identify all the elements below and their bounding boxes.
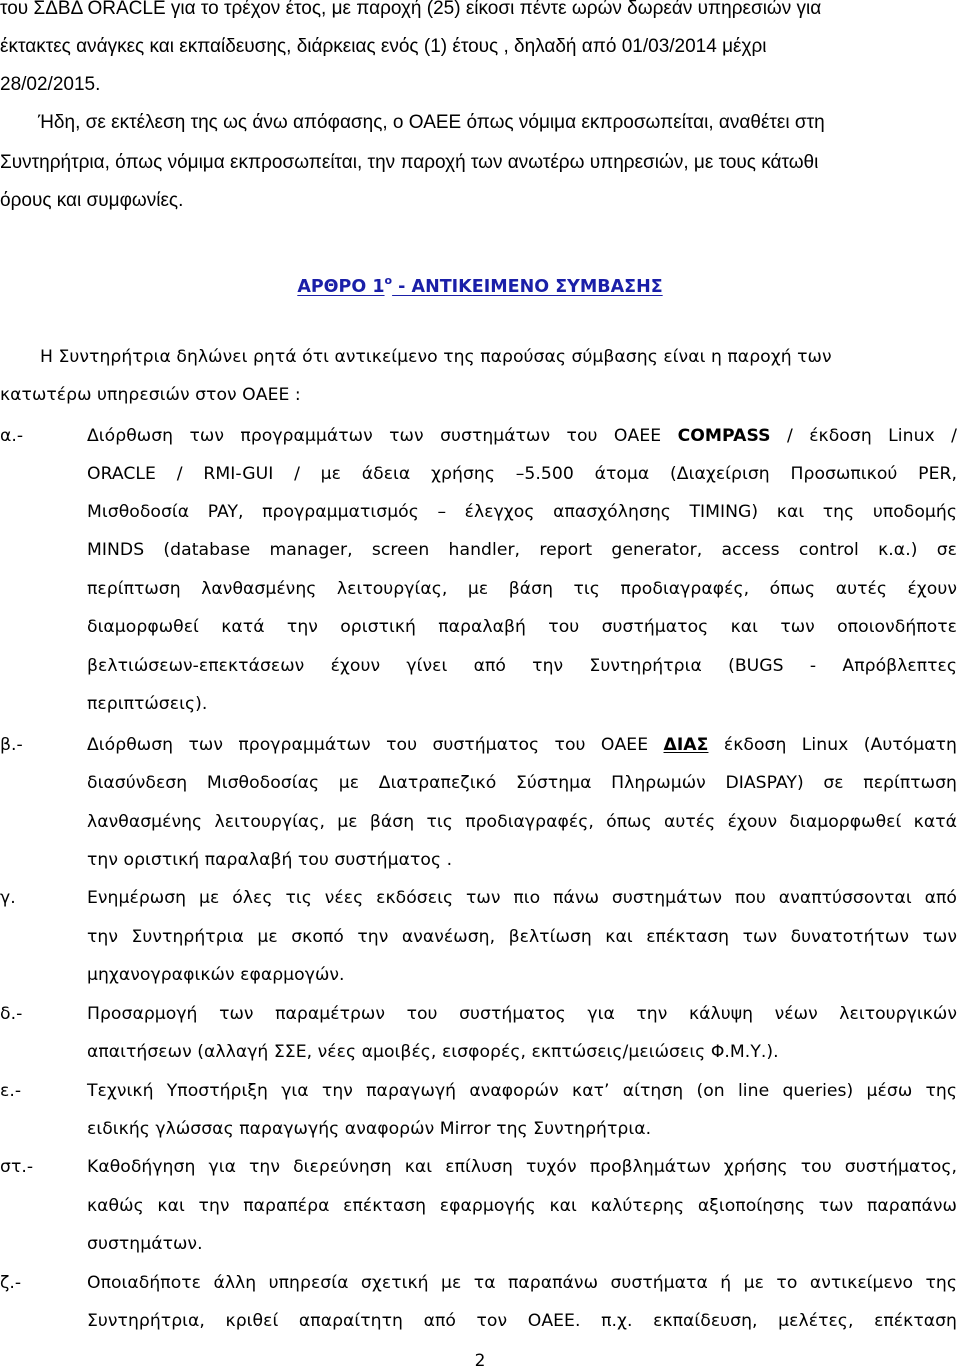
article-heading	[0, 268, 960, 300]
item-st-line-2: καθώς και την παραπέρα επέκταση εφαρμογής και καλύτερης αξιοποίησης των παραπάνω	[87, 1196, 957, 1216]
intro-line-1: του ΣΔΒΔ ORACLE για το τρέχον έτος, με παροχή (25) είκοσι πέντε ωρών δωρεάν υπηρεσιών για	[0, 0, 822, 19]
item-b-text: Διόρθωση των προγραμμάτων του συστήματος του ΟΑΕΕ	[87, 735, 664, 755]
intro-line-4: Ήδη, σε εκτέλεση της ως άνω απόφασης, ο ΟΑΕΕ όπως νόμιμα εκπροσωπείται, αναθέτει στη	[38, 112, 825, 133]
item-a-line-1	[87, 423, 957, 449]
heading-prefix: ΑΡΘΡΟ 1	[297, 277, 385, 297]
item-d-line-1: Προσαρμογή των παραμέτρων του συστήματος για την κάλυψη νέων λειτουργικών	[87, 1004, 957, 1024]
item-z-line-2: Συντηρήτρια, κριθεί απαραίτητη από τον ΟΑΕΕ. π.χ. εκπαίδευση, μελέτες, επέκταση	[87, 1311, 957, 1331]
compass-name: COMPASS	[677, 426, 771, 446]
page-number: 2	[474, 1351, 486, 1371]
statement-line-2: κατωτέρω υπηρεσιών στον ΟΑΕΕ :	[0, 385, 301, 405]
item-a-text: Διόρθωση των προγραμμάτων των συστημάτων του ΟΑΕΕ	[87, 426, 678, 446]
item-b-line-2: διασύνδεση Μισθοδοσίας με Διατραπεζικό Σύστημα Πληρωμών DIASPAY) σε περίπτωση	[87, 773, 957, 793]
item-d-label: δ.-	[0, 1004, 23, 1024]
item-st-line-1: Καθοδήγηση για την διερεύνηση και επίλυση τυχόν προβλημάτων χρήσης του συστήματος,	[87, 1157, 957, 1177]
item-a-line-6: διαμορφωθεί κατά την οριστική παραλαβή του συστήματος και των οποιονδήποτε	[87, 617, 957, 637]
item-b-label: β.-	[0, 735, 23, 755]
item-c-line-2: την Συντηρήτρια με σκοπό την ανανέωση, βελτίωση και επέκταση των δυνατοτήτων των	[87, 927, 957, 947]
item-c-line-3: μηχανογραφικών εφαρμογών.	[87, 965, 345, 985]
item-c-label: γ.	[0, 888, 16, 908]
statement-line-1: Η Συντηρήτρια δηλώνει ρητά ότι αντικείμενο της παρούσας σύμβασης είναι η παροχή των	[40, 347, 832, 367]
item-a-label: α.-	[0, 426, 24, 446]
item-e-line-2: ειδικής γλώσσας παραγωγής αναφορών Mirror της Συντηρήτρια.	[87, 1119, 652, 1139]
item-b-line-4: την οριστική παραλαβή του συστήματος .	[87, 850, 453, 870]
item-a-line-4: MINDS (database manager, screen handler, report generator, access control κ.α.) σε	[87, 540, 957, 560]
item-c-line-1: Ενημέρωση με όλες τις νέες εκδόσεις των πιο πάνω συστημάτων που αναπτύσσονται από	[87, 888, 957, 908]
item-b-line-3: λανθασμένης λειτουργίας, με βάση τις προδιαγραφές, όπως αυτές έχουν διαμορφωθεί κατά	[87, 812, 957, 832]
item-z-line-1: Οποιαδήποτε άλλη υπηρεσία σχετική με τα παραπάνω συστήματα ή με το αντικείμενο της	[87, 1273, 957, 1293]
item-a-line-2: ORACLE / RMI-GUI / με άδεια χρήσης –5.500 άτομα (Διαχείριση Προσωπικού PER,	[87, 464, 957, 484]
item-e-line-1: Τεχνική Υποστήριξη για την παραγωγή αναφορών κατ’ αίτηση (on line queries) μέσω της	[87, 1081, 957, 1101]
item-e-label: ε.-	[0, 1081, 22, 1101]
heading-superscript: ο	[384, 274, 393, 287]
intro-line-3: 28/02/2015.	[0, 74, 101, 95]
heading-suffix: - ΑΝΤΙΚΕΙΜΕΝΟ ΣΥΜΒΑΣΗΣ	[392, 277, 663, 297]
item-st-line-3: συστημάτων.	[87, 1234, 203, 1254]
item-a-line-5: περίπτωση λανθασμένης λειτουργίας, με βάση τις προδιαγραφές, όπως αυτές έχουν	[87, 579, 957, 599]
item-a-line-8: περιπτώσεις).	[87, 694, 208, 714]
dias-name: ΔΙΑΣ	[663, 735, 709, 755]
item-a-line-7: βελτιώσεων-επεκτάσεων έχουν γίνει από την Συντηρήτρια (BUGS - Απρόβλεπτες	[87, 656, 957, 676]
item-z-label: ζ.-	[0, 1273, 22, 1293]
item-st-label: στ.-	[0, 1157, 34, 1177]
item-a-line-3: Μισθοδοσία PAY, προγραμματισμός – έλεγχος απασχόλησης TIMING) και της υποδομής	[87, 502, 957, 522]
intro-line-6: όρους και συμφωνίες.	[0, 190, 184, 211]
intro-line-2: έκτακτες ανάγκες και εκπαίδευσης, διάρκειας ενός (1) έτους , δηλαδή από 01/03/2014 μέχρι	[0, 36, 767, 57]
intro-line-5: Συντηρήτρια, όπως νόμιμα εκπροσωπείται, την παροχή των ανωτέρω υπηρεσιών, με τους κάτωθι	[0, 152, 819, 173]
item-d-line-2: απαιτήσεων (αλλαγή ΣΣΕ, νέες αμοιβές, εισφορές, εκπτώσεις/μειώσεις Φ.Μ.Υ.).	[87, 1042, 779, 1062]
item-b-line-1	[87, 732, 957, 758]
item-b-text-end: έκδοση Linux (Αυτόματη	[708, 735, 957, 755]
item-a-text-end: / έκδοση Linux /	[770, 426, 957, 446]
